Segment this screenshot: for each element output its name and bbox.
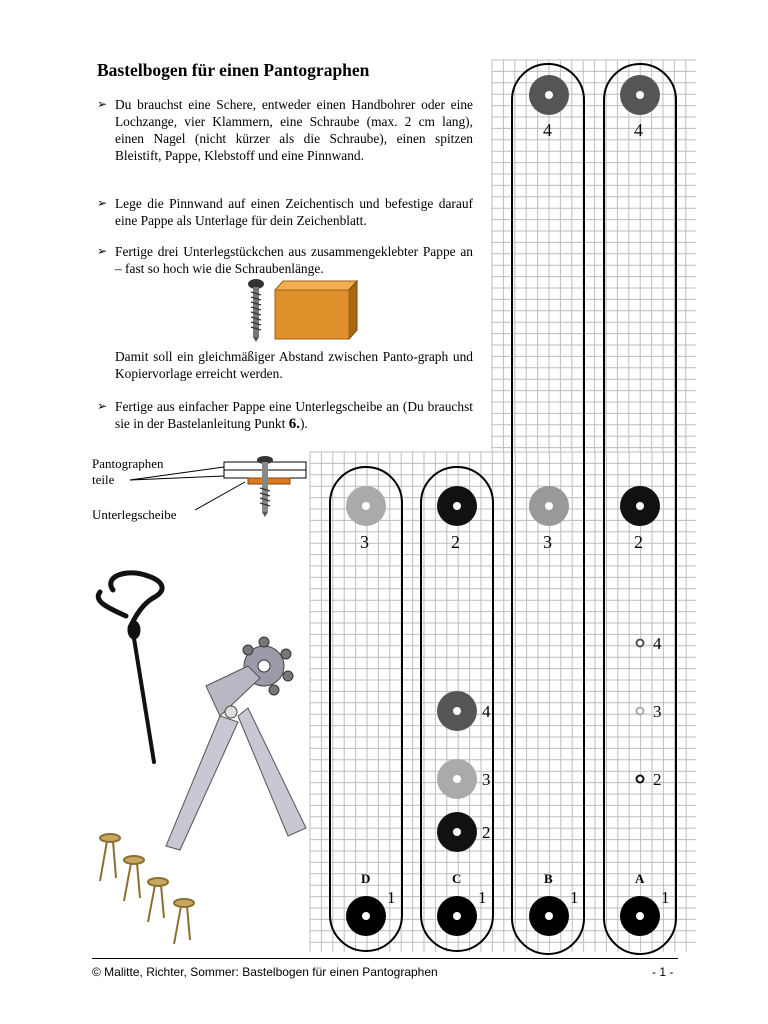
hole-b3 [529, 486, 569, 526]
strip-c-bottom-number: 1 [478, 888, 487, 907]
strip-b-top-number: 4 [543, 120, 552, 140]
bullet-marker: ➢ [97, 196, 108, 210]
hole-c2 [437, 486, 477, 526]
page-title: Bastelbogen für einen Pantographen [97, 60, 370, 80]
step-reference: 6. [288, 416, 300, 432]
strip-d-top-number: 3 [360, 532, 369, 552]
strip-a-mid-number: 3 [653, 702, 662, 721]
paragraph-abstand: Damit soll ein gleichmäßiger Abstand zwischen Panto-graph und Kopiervorlage erreicht werden. [115, 349, 473, 381]
hole-a2 [620, 486, 660, 526]
hole-c-mid-3 [437, 759, 477, 799]
strip-a-bottom-number: 1 [661, 888, 670, 907]
footer-copyright: © Malitte, Richter, Sommer: Bastelbogen für einen Pantographen [92, 965, 438, 979]
footer-divider [92, 958, 678, 959]
strip-d-letter: D [361, 871, 371, 886]
hole-c-mid-2 [437, 812, 477, 852]
strip-b-second-number: 3 [543, 532, 552, 552]
hole-c1 [437, 896, 477, 936]
strip-c-mid-number: 3 [482, 770, 491, 789]
label-pantographen-teile: Pantographen teile [92, 456, 164, 487]
bullet-text: Du brauchst eine Schere, entweder einen Handbohrer oder eine Lochzange, vier Klammern, eine Schraube (max. 2 cm lang), einen Nagel (nicht kürzer als die Schraube), einen spitzen Bleistift, Pappe, Klebstoff und eine Pinnwand. [115, 97, 473, 163]
label-unterlegscheibe: Unterlegscheibe [92, 507, 177, 522]
strip-a-mid-number: 4 [653, 634, 662, 653]
bullet-marker: ➢ [97, 97, 108, 111]
strip-a-letter: A [635, 871, 645, 886]
bullet-text: Lege die Pinnwand auf einen Zeichentisch und befestige darauf eine Pappe als Unterlage für dein Zeichenblatt. [115, 196, 473, 228]
hole-a1 [620, 896, 660, 936]
hole-b1 [529, 896, 569, 936]
strip-c-letter: C [452, 871, 462, 886]
strip-c-top-number: 2 [451, 532, 460, 552]
bullet-marker: ➢ [97, 399, 108, 413]
strip-c-mid-number: 2 [482, 823, 491, 842]
strip-b-letter: B [544, 871, 553, 886]
hole-c-mid-4 [437, 691, 477, 731]
hole-a-small-3 [637, 708, 644, 715]
bullet-text: Fertige drei Unterlegstückchen aus zusammengeklebter Pappe an – fast so hoch wie die Schraubenlänge. [115, 244, 473, 276]
footer-page-number: - 1 - [652, 965, 674, 979]
hole-a-small-4 [637, 640, 644, 647]
strip-c-mid-number: 4 [482, 702, 491, 721]
hole-d1 [346, 896, 386, 936]
hole-b4 [529, 75, 569, 115]
hole-d3 [346, 486, 386, 526]
hole-a4 [620, 75, 660, 115]
bullet-text-end: ). [299, 416, 308, 431]
strip-a-top-number: 4 [634, 120, 643, 140]
strip-b-bottom-number: 1 [570, 888, 579, 907]
strip-a-second-number: 2 [634, 532, 643, 552]
hole-a-small-2 [637, 776, 644, 783]
strip-d-bottom-number: 1 [387, 888, 396, 907]
bullet-marker: ➢ [97, 244, 108, 258]
bullet-text: Fertige aus einfacher Pappe eine Unterlegscheibe an (Du brauchst sie in der Bastelanleitung Punkt [115, 399, 473, 431]
strip-a-mid-number: 2 [653, 770, 662, 789]
